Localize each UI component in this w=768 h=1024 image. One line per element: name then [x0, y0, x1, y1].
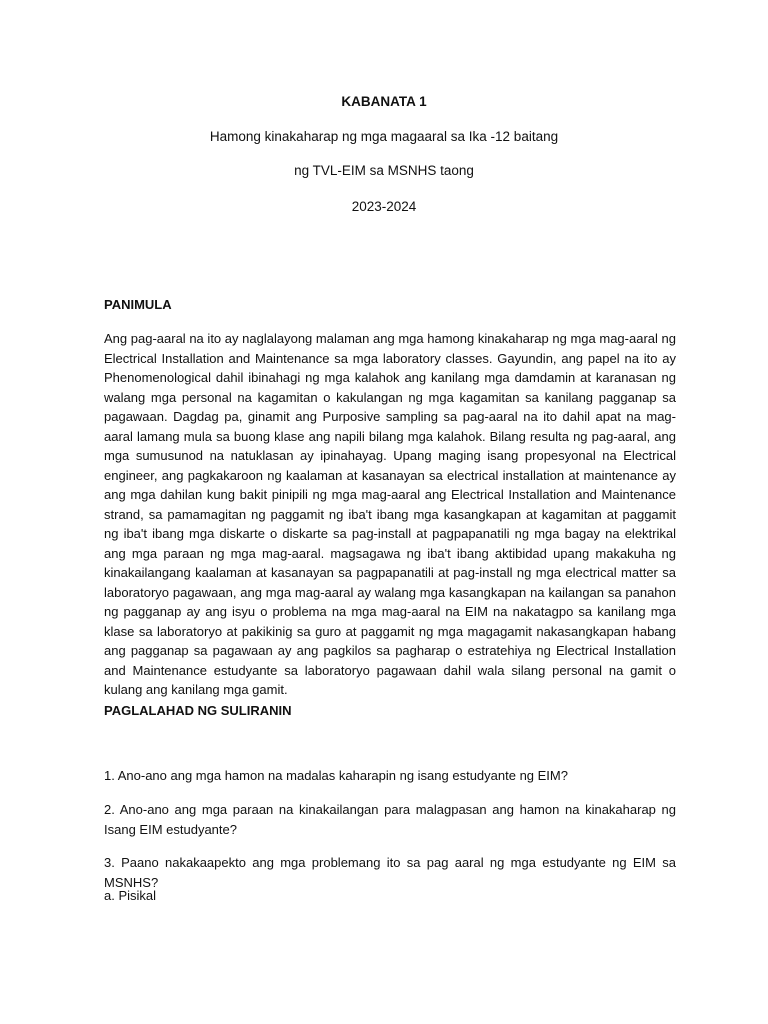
problem-item-1: 1. Ano-ano ang mga hamon na madalas kaharapin ng isang estudyante ng EIM?: [104, 768, 568, 783]
problem-statement-heading: PAGLALAHAD NG SULIRANIN: [104, 703, 292, 718]
problem-item-3: 3. Paano nakakaapekto ang mga problemang ito sa pag aaral ng mga estudyante ng EIM sa MSNHS?: [104, 855, 676, 890]
introduction-heading: PANIMULA: [104, 297, 172, 312]
problem-subitem-a: a. Pisikal: [104, 888, 157, 903]
title-line-1: Hamong kinakaharap ng mga magaaral sa Ika -12 baitang: [209, 129, 559, 144]
title-line-3: 2023-2024: [351, 199, 417, 214]
chapter-heading: KABANATA 1: [341, 94, 427, 109]
introduction-paragraph: Ang pag-aaral na ito ay naglalayong malaman ang mga hamong kinakaharap ng mga mag-aaral ng Electrical Installation and Maintenance sa mga laboratory classes. Gayundin, ang papel na ito ay Phenomenological dahil ibinahagi ng mga kalahok ang kanilang mga damdamin at karanasan ng walang mga personal na kagamitan o kakulangan ng mga kagamitan sa kanilang pagganap sa pagawaan. Dagdag pa, ginamit ang Purposive sampling sa pag-aaral na ito dahil apat na mag-aaral lamang mula sa buong klase ang napili bilang mga kalahok. Bilang resulta ng pag-aaral, ang mga sumusunod na natuklasan ay ipinahayag. Upang maging isang propesyonal na Electrical engineer, ang pagkakaroon ng kaalaman at kasanayan sa electrical installation at maintenance ay ang mga dahilan kung bakit pinipili ng mga mag-aaral ang Electrical Installation and Maintenance strand, sa pamamagitan ng paggamit ng iba't ibang mga kasangkapan at kagamitan at paggamit ng iba't ibang mga diskarte o diskarte sa pag-install at pagpapanatili ng mga bagay na elektrikal ang mga paraan ng mga mag-aaral. magsagawa ng iba't ibang aktibidad upang makakuha ng kinakailangang kaalaman at kasanayan sa pagpapanatili at pag-install ng mga electrical matter sa laboratoryo pagawaan, ang mga mag-aaral ay walang mga kasangkapan na kailangan sa panahon ng pagganap ay ang isyu o problema na mga mag-aaral na EIM na nakatagpo sa kanilang mga klase sa laboratoryo at pakikinig sa guro at paggamit ng mga magagamit nakasangkapan habang ang pagganap sa pagawaan ay ang pagkilos sa pagharap o estratehiya ng Electrical Installation and Maintenance estudyante sa laboratoryo pagawaan dahil wala silang personal na gamit o kulang ang kanilang mga gamit.: [104, 331, 676, 697]
problem-item-2: 2. Ano-ano ang mga paraan na kinakailangan para malagpasan ang hamon na kinakaharap ng Isang EIM estudyante?: [104, 802, 676, 837]
title-line-2: ng TVL-EIM sa MSNHS taong: [294, 163, 474, 178]
